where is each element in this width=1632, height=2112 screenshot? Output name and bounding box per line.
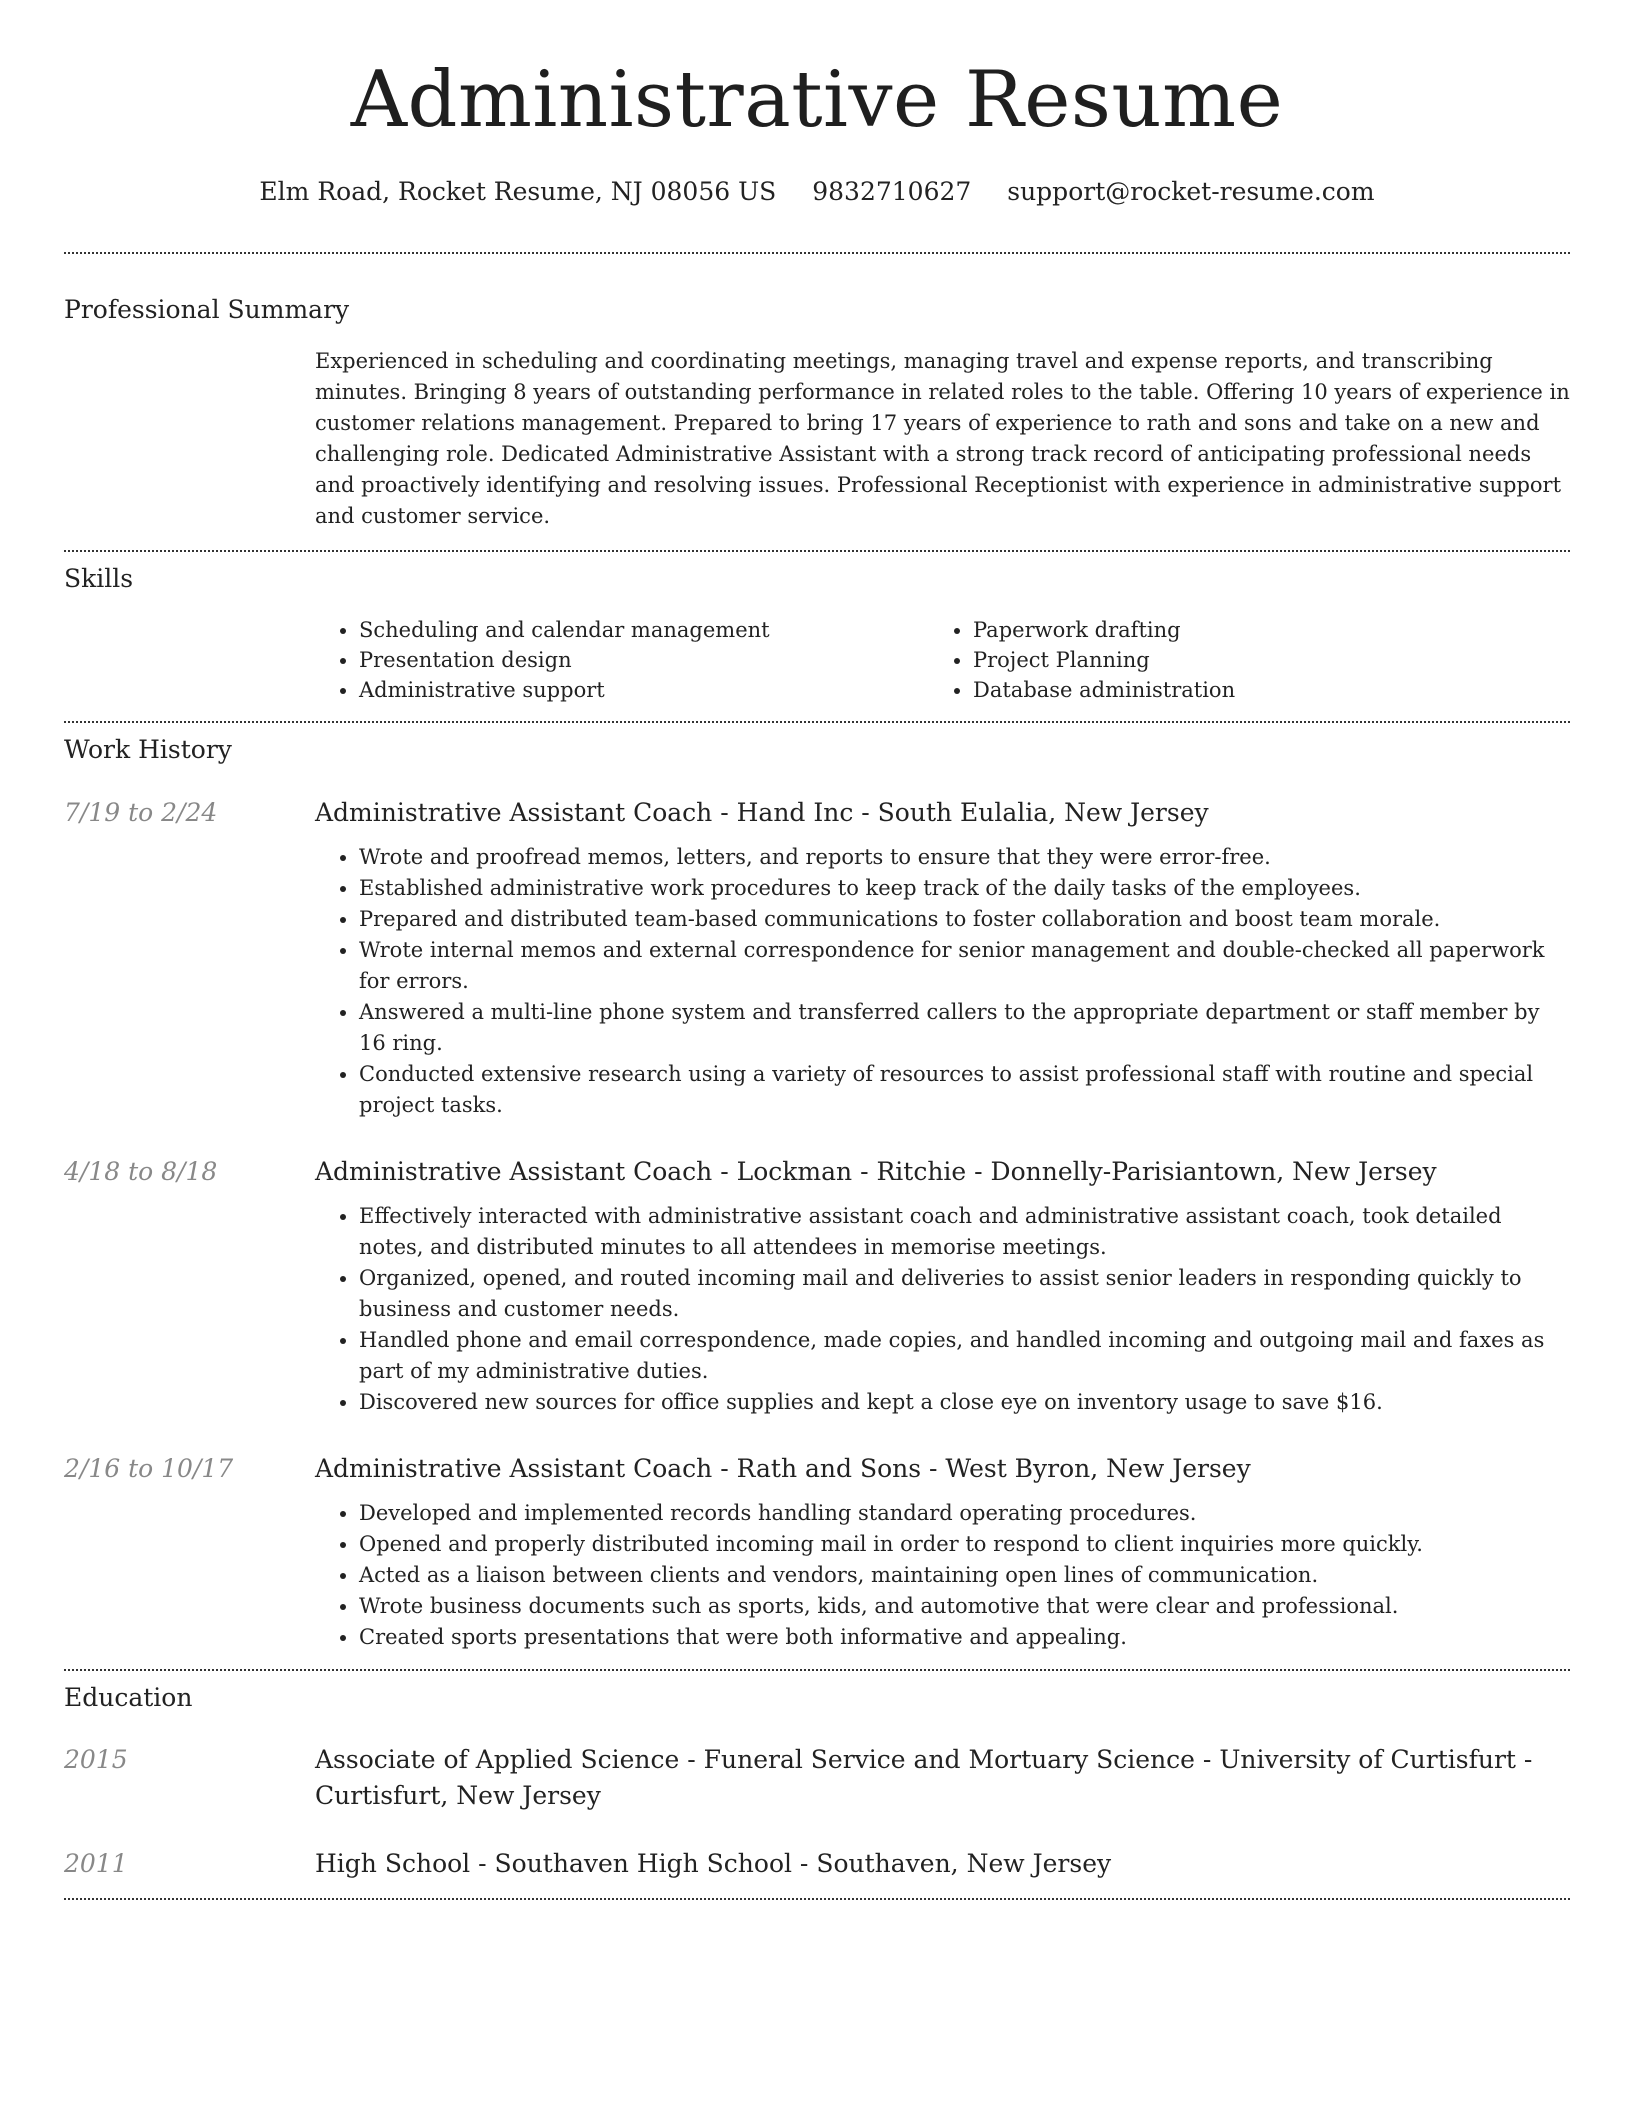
education-heading: Education bbox=[64, 1683, 193, 1712]
job-title: Administrative Assistant Coach - Hand Inc - South Eulalia, New Jersey bbox=[315, 798, 1209, 827]
job-bullet: • Prepared and distributed team-based communications to foster collaboration and boost team morale. bbox=[359, 904, 1570, 935]
job-bullets bbox=[315, 842, 1570, 1121]
job-bullet: • Established administrative work procedures to keep track of the daily tasks of the employees. bbox=[359, 873, 1570, 904]
divider bbox=[64, 1898, 1570, 1900]
summary-text: Experienced in scheduling and coordinating meetings, managing travel and expense reports, and transcribing minutes. Bringing 8 years of outstanding performance in related roles to the table. Offering 10 years of experience in customer relations management. Prepared to bring 17 years of experience to rath and sons and take on a new and challenging role. Dedicated Administrative Assistant with a strong track record of anticipating professional needs and proactively identifying and resolving issues. Professional Receptionist with experience in administrative support and customer service. bbox=[315, 349, 1570, 528]
job-bullet: • Wrote business documents such as sports, kids, and automotive that were clear and professional. bbox=[359, 1591, 1570, 1622]
job-date: 7/19 to 2/24 bbox=[64, 798, 218, 827]
job-title: Administrative Assistant Coach - Lockman - Ritchie - Donnelly-Parisiantown, New Jersey bbox=[315, 1157, 1437, 1186]
job-bullet: • Effectively interacted with administrative assistant coach and administrative assistant coach, took detailed notes, and distributed minutes to all attendees in memorise meetings. bbox=[359, 1201, 1570, 1263]
job-bullet: • Discovered new sources for office supplies and kept a close eye on inventory usage to save $16. bbox=[359, 1387, 1570, 1418]
job-details bbox=[315, 796, 1570, 1121]
job-bullet: • Wrote and proofread memos, letters, and reports to ensure that they were error-free. bbox=[359, 842, 1570, 873]
job-details bbox=[315, 1452, 1570, 1653]
job-bullet: • Wrote internal memos and external correspondence for senior management and double-checked all paperwork for errors. bbox=[359, 935, 1570, 997]
job-bullet: • Conducted extensive research using a variety of resources to assist professional staff with routine and special project tasks. bbox=[359, 1059, 1570, 1121]
job-entry bbox=[64, 1452, 1570, 1653]
job-entry bbox=[64, 796, 1570, 1121]
resume-name: Administrative Resume bbox=[350, 55, 1284, 145]
contact-email: support@rocket-resume.com bbox=[1007, 177, 1375, 206]
job-bullets bbox=[315, 1201, 1570, 1418]
education-date: 2015 bbox=[64, 1745, 128, 1774]
job-bullet: • Answered a multi-line phone system and transferred callers to the appropriate department or staff member by 16 ring. bbox=[359, 997, 1570, 1059]
skills-column-left bbox=[315, 615, 929, 705]
job-bullet: • Developed and implemented records handling standard operating procedures. bbox=[359, 1498, 1570, 1529]
skill-item: • Paperwork drafting bbox=[973, 615, 1543, 645]
education-text: High School - Southaven High School - Southaven, New Jersey bbox=[315, 1849, 1112, 1878]
contact-address: Elm Road, Rocket Resume, NJ 08056 US bbox=[259, 177, 777, 206]
skill-item: • Project Planning bbox=[973, 645, 1543, 675]
job-entry bbox=[64, 1155, 1570, 1418]
education-text: Associate of Applied Science - Funeral Service and Mortuary Science - University of Curtisfurt - Curtisfurt, New Jersey bbox=[315, 1745, 1533, 1810]
job-bullet: • Opened and properly distributed incoming mail in order to respond to client inquiries more quickly. bbox=[359, 1529, 1570, 1560]
divider bbox=[64, 252, 1570, 254]
job-bullet: • Created sports presentations that were both informative and appealing. bbox=[359, 1622, 1570, 1653]
job-bullet: • Handled phone and email correspondence, made copies, and handled incoming and outgoing mail and faxes as part of my administrative duties. bbox=[359, 1325, 1570, 1387]
skills-column-right bbox=[929, 615, 1543, 705]
education-entry bbox=[64, 1846, 1570, 1882]
job-date: 2/16 to 10/17 bbox=[64, 1454, 234, 1483]
job-date: 4/18 to 8/18 bbox=[64, 1157, 218, 1186]
skill-item: • Administrative support bbox=[359, 675, 929, 705]
divider bbox=[64, 550, 1570, 552]
divider bbox=[64, 721, 1570, 723]
job-title: Administrative Assistant Coach - Rath and Sons - West Byron, New Jersey bbox=[315, 1454, 1251, 1483]
skill-item: • Scheduling and calendar management bbox=[359, 615, 929, 645]
skill-item: • Database administration bbox=[973, 675, 1543, 705]
job-bullet: • Acted as a liaison between clients and vendors, maintaining open lines of communication. bbox=[359, 1560, 1570, 1591]
skills-list bbox=[315, 615, 1570, 705]
job-bullet: • Organized, opened, and routed incoming mail and deliveries to assist senior leaders in responding quickly to business and customer needs. bbox=[359, 1263, 1570, 1325]
job-bullets bbox=[315, 1498, 1570, 1653]
education-entry bbox=[64, 1742, 1570, 1814]
summary-heading: Professional Summary bbox=[64, 295, 350, 324]
work-history-heading: Work History bbox=[64, 735, 232, 764]
education-date: 2011 bbox=[64, 1849, 128, 1878]
contact-line bbox=[64, 176, 1570, 208]
resume-page bbox=[64, 0, 1570, 1900]
skills-heading: Skills bbox=[64, 564, 134, 593]
job-details bbox=[315, 1155, 1570, 1418]
skill-item: • Presentation design bbox=[359, 645, 929, 675]
contact-phone: 9832710627 bbox=[812, 177, 972, 206]
divider bbox=[64, 1669, 1570, 1671]
